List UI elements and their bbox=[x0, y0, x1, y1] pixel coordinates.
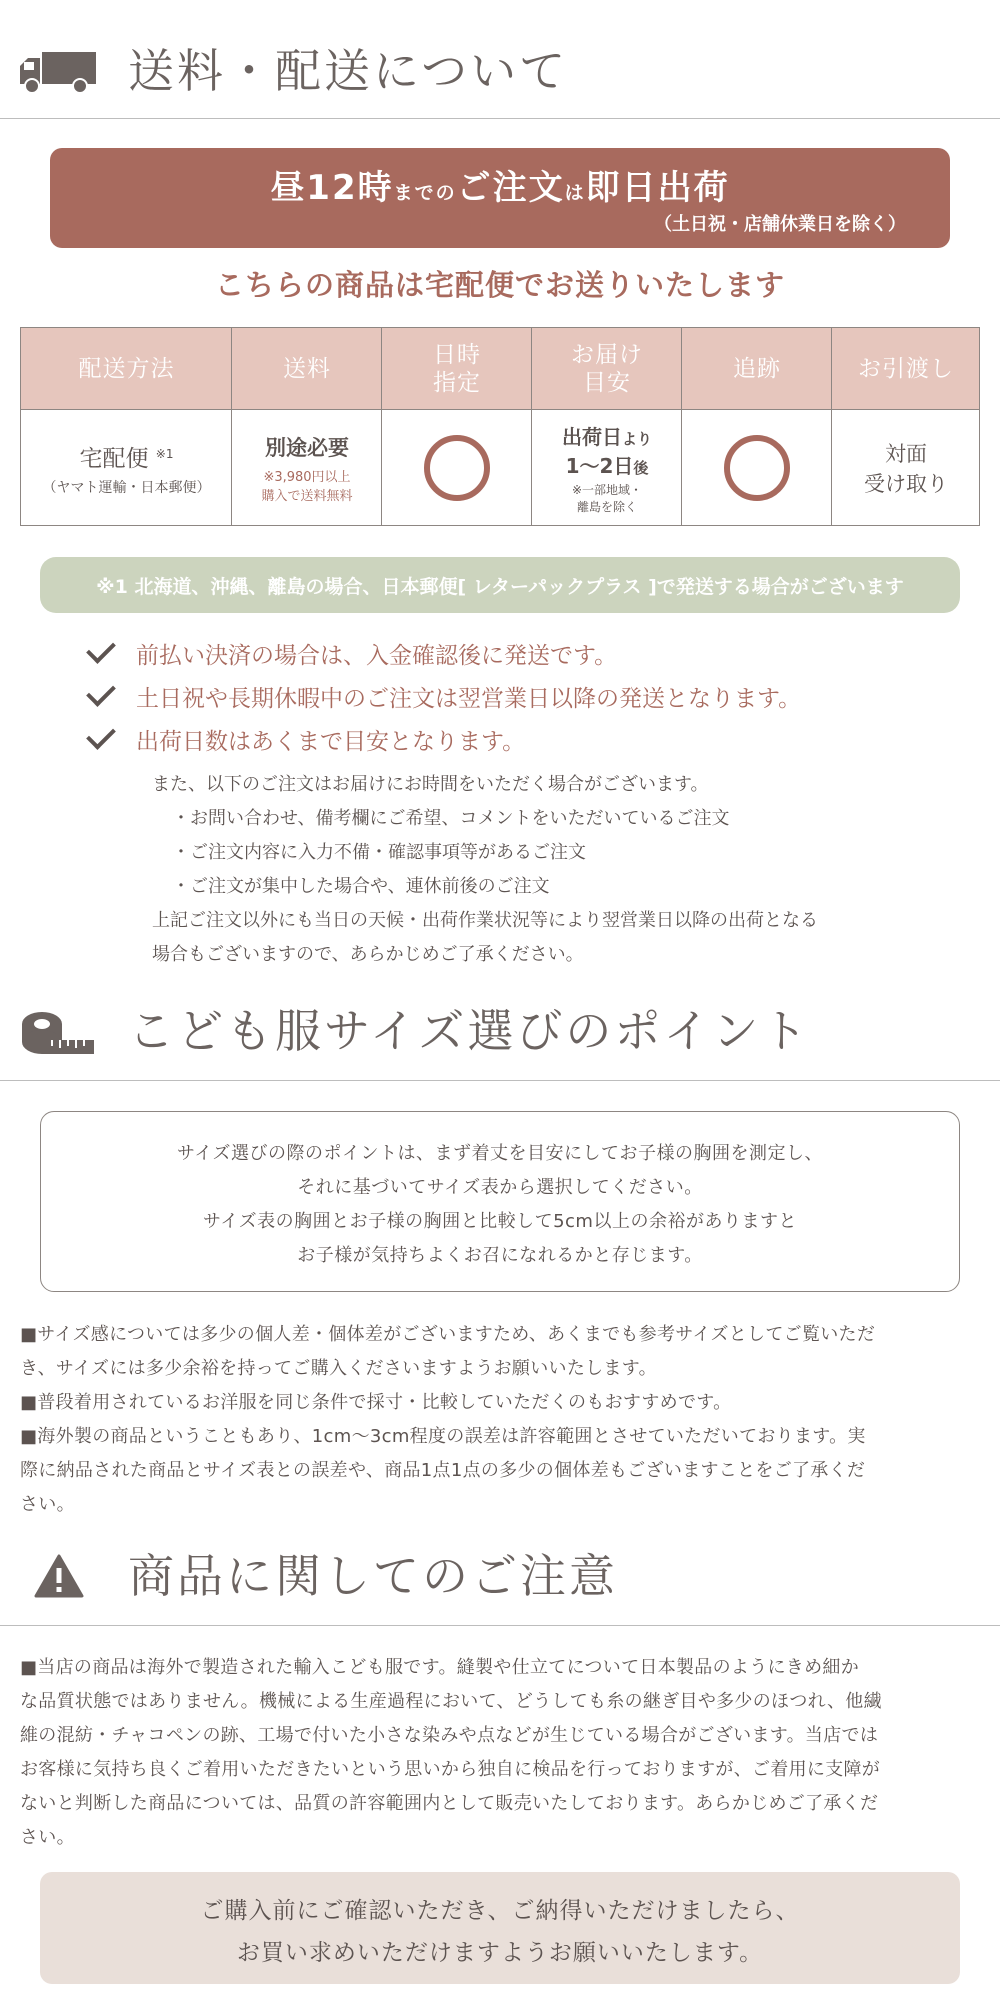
eta-line bbox=[566, 450, 649, 479]
caution-line: ないと判断した商品については、品質の許容範囲内として販売いたしております。あらかじめご了承くだ bbox=[20, 1793, 879, 1814]
cell-datetime bbox=[382, 410, 532, 526]
detail-line: また、以下のご注文はお届けにお時間をいただく場合がございます。 bbox=[152, 774, 709, 795]
handover-text: 受け取り bbox=[864, 472, 948, 496]
banner-headline bbox=[50, 160, 950, 209]
check-item bbox=[88, 637, 617, 670]
check-text: 土日祝や長期休暇中のご注文は翌営業日以降の発送となります。 bbox=[136, 686, 802, 712]
same-day-banner bbox=[50, 148, 950, 248]
size-tip-line: サイズ表の胸囲とお子様の胸囲と比較して5cm以上の余裕がありますと bbox=[203, 1211, 797, 1232]
caution-line: ■当店の商品は海外で製造された輸入こども服です。縫製や仕立てについて日本製品のようにきめ細か bbox=[20, 1657, 860, 1678]
fee-main: 別途必要 bbox=[265, 436, 349, 460]
size-title: こども服サイズ選びのポイント bbox=[128, 1004, 811, 1058]
size-tips-box bbox=[40, 1111, 960, 1292]
eta-note: 離島を除く bbox=[576, 500, 637, 514]
method-main-line bbox=[79, 440, 173, 473]
eta-part: 出荷日 bbox=[561, 425, 622, 449]
confirm-line: お買い求めいただけますようお願いいたします。 bbox=[236, 1940, 764, 1966]
fee-note: ※3,980円以上 bbox=[263, 470, 351, 485]
caution-line: 維の混紡・チャコペンの跡、工場で付いた小さな染みや点などが生じている場合がございます。当店では bbox=[20, 1725, 879, 1746]
caution-line: お客様に気持ち良くご着用いただきたいという思いから独自に検品を行っておりますが、ご着用に支障が bbox=[20, 1759, 881, 1780]
caution-title: 商品に関してのご注意 bbox=[128, 1549, 618, 1603]
eta-part: より bbox=[621, 430, 652, 448]
size-note-line: さい。 bbox=[20, 1494, 75, 1515]
method-mark: ※1 bbox=[155, 446, 174, 461]
table-header-cell: お届け 目安 bbox=[571, 341, 643, 396]
detail-line: 場合もございますので、あらかじめご了承ください。 bbox=[152, 944, 584, 965]
check-item bbox=[88, 723, 525, 756]
confirm-line: ご購入前にご確認いただき、ご納得いただけましたら、 bbox=[200, 1898, 800, 1924]
eta-line bbox=[562, 421, 652, 450]
detail-line: ・ご注文が集中した場合や、連休前後のご注文 bbox=[172, 876, 550, 897]
banner-same-day: 即日出荷 bbox=[585, 168, 730, 208]
banner-subtext: （土日祝・店舗休業日を除く） bbox=[654, 214, 906, 235]
caution-line: な品質状態ではありません。機械による生産過程において、どうしても糸の継ぎ目や多少のほつれ、他繊 bbox=[20, 1691, 882, 1712]
check-icon bbox=[86, 634, 116, 664]
caution-line: さい。 bbox=[20, 1827, 75, 1848]
warning-icon bbox=[34, 1554, 84, 1598]
shipping-table bbox=[20, 327, 980, 526]
check-icon bbox=[86, 720, 116, 750]
table-header-cell: 追跡 bbox=[733, 355, 781, 382]
divider bbox=[0, 1080, 1000, 1081]
eta-part: 1〜2日 bbox=[565, 454, 634, 478]
size-note-line: き、サイズには多少余裕を持ってご購入くださいますようお願いいたします。 bbox=[20, 1358, 657, 1379]
check-item bbox=[88, 680, 801, 713]
divider bbox=[0, 118, 1000, 119]
size-note-line: ■普段着用されているお洋服を同じ条件で採寸・比較していただくのもおすすめです。 bbox=[20, 1392, 732, 1413]
banner-time: 昼12時 bbox=[270, 168, 394, 208]
detail-line: 上記ご注文以外にも当日の天候・出荷作業状況等により翌営業日以降の出荷となる bbox=[152, 910, 818, 931]
truck-icon bbox=[18, 50, 98, 94]
banner-particle: は bbox=[564, 182, 586, 204]
method-main: 宅配便 bbox=[79, 445, 149, 472]
table-header-cell: 送料 bbox=[283, 355, 331, 382]
confirm-box bbox=[40, 1872, 960, 1984]
size-note-line: ■海外製の商品ということもあり、1cm〜3cm程度の誤差は許容範囲とさせていただいております。実 bbox=[20, 1426, 866, 1447]
available-circle-icon bbox=[724, 435, 790, 501]
cell-fee bbox=[232, 410, 382, 526]
measuring-tape-icon bbox=[20, 1010, 96, 1056]
cell-method bbox=[21, 410, 232, 526]
cell-eta bbox=[532, 410, 682, 526]
size-note-line: 際に納品された商品とサイズ表との誤差や、商品1点1点の多少の個体差もございますことをご了承くだ bbox=[20, 1460, 866, 1481]
cell-tracking bbox=[682, 410, 832, 526]
check-text: 出荷日数はあくまで目安となります。 bbox=[136, 729, 526, 755]
table-header-cell: お引渡し bbox=[858, 355, 954, 382]
cell-handover bbox=[832, 410, 980, 526]
size-note-line: ■サイズ感については多少の個人差・個体差がございますため、あくまでも参考サイズとしてご覧いただ bbox=[20, 1324, 876, 1345]
detail-line: ・ご注文内容に入力不備・確認事項等があるご注文 bbox=[172, 842, 586, 863]
table-header-cell: 配送方法 bbox=[78, 355, 175, 382]
eta-note: ※一部地域・ bbox=[571, 483, 643, 497]
check-text: 前払い決済の場合は、入金確認後に発送です。 bbox=[136, 643, 618, 669]
delivery-subtitle: こちらの商品は宅配便でお送りいたします bbox=[214, 268, 785, 302]
method-sub: （ヤマト運輸・日本郵便） bbox=[42, 479, 211, 496]
eta-part: 後 bbox=[633, 459, 649, 477]
size-tip-line: サイズ選びの際のポイントは、まず着丈を目安にしてお子様の胸囲を測定し、 bbox=[176, 1143, 824, 1164]
table-header-cell: 日時 指定 bbox=[433, 341, 481, 396]
banner-particle: までの bbox=[393, 182, 457, 204]
available-circle-icon bbox=[424, 435, 490, 501]
detail-line: ・お問い合わせ、備考欄にご希望、コメントをいただいているご注文 bbox=[172, 808, 730, 829]
fee-note: 購入で送料無料 bbox=[261, 489, 353, 504]
shipping-title: 送料・配送について bbox=[128, 44, 569, 98]
size-tip-line: それに基づいてサイズ表から選択してください。 bbox=[297, 1177, 703, 1198]
check-icon bbox=[86, 677, 116, 707]
banner-order: ご注文 bbox=[456, 168, 565, 208]
handover-text: 対面 bbox=[885, 442, 927, 466]
remote-area-note: ※1 北海道、沖縄、離島の場合、日本郵便[ レターパックプラス ]で発送する場合がございます bbox=[40, 557, 960, 613]
divider bbox=[0, 1625, 1000, 1626]
size-tip-line: お子様が気持ちよくお召になれるかと存じます。 bbox=[297, 1245, 703, 1266]
